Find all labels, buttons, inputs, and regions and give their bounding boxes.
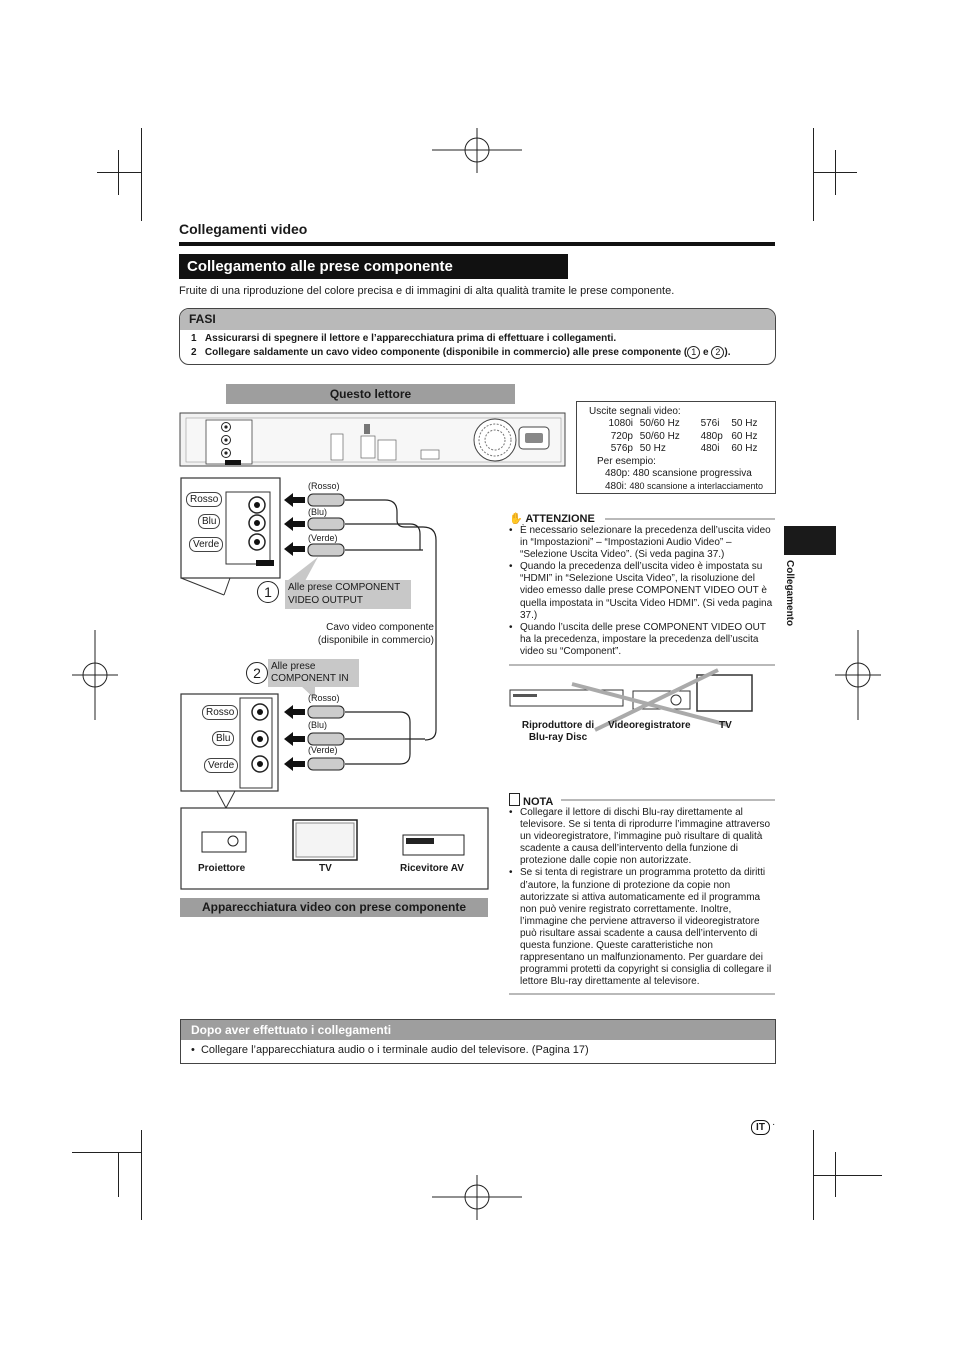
steps-header: FASI [180, 309, 775, 330]
intro-text: Fruite di una riproduzione del colore precisa e di immagini di alta qualità tramite le prese componente. [179, 285, 675, 297]
nota-header [509, 793, 553, 808]
player-rear-panel [180, 413, 565, 466]
chapter-label-text: Collegamento [784, 560, 795, 627]
device-label-tv: TV [319, 863, 332, 874]
after-connection-box [180, 1019, 776, 1064]
spec-example-text: 480 scansione a interlacciamento [629, 481, 764, 492]
step-text: e [700, 347, 712, 358]
spec-cell: 1080i [608, 418, 633, 430]
cable-description: Cavo video componente (disponibile in commercio) [317, 622, 434, 646]
step-circle-1: 1 [257, 581, 279, 603]
chain-label-player: Riproduttore di Blu-ray Disc [521, 720, 595, 743]
spec-cell: 576i [700, 418, 720, 430]
input-callout: Alle prese COMPONENT IN [268, 659, 359, 687]
color-tag-red: Rosso [202, 705, 238, 720]
plug-set-top [308, 494, 344, 556]
language-badge: IT [751, 1120, 770, 1135]
page-number: · [772, 1119, 776, 1130]
attenzione-list [509, 525, 775, 658]
list-item: • Se si tenta di registrare un programma protetto da diritti d’autore, la funzione di protezione da copie non autorizzate si attiva automaticamente ed il programma non può venire registrato correttamente. Inoltre, l’immagine che perviene attraverso il videoregistratore può risultare assai scadente a causa dell’intervento di questa funzione. Queste caratteristiche non rappresentano un malfunzionamento. Per guardare dei programmi protetti da copyright si consiglia di collegare il lettore Blu-ray direttamente al televisore. [509, 867, 777, 988]
list-item: • Quando l’uscita delle prese COMPONENT VIDEO OUT ha la precedenza, impostare la precedenza dell’uscita video su “Component”. [509, 622, 775, 658]
step-text: ). [724, 347, 731, 358]
spec-cell: 720p [610, 430, 633, 442]
spec-title: Uscite segnali video: [589, 406, 681, 417]
after-connection-text: Collegare l’apparecchiatura audio o i terminale audio del televisore. (Pagina 17) [200, 1044, 589, 1056]
chain-label-vcr: Videoregistratore [608, 720, 691, 731]
chain-label-tv: TV [719, 720, 732, 731]
cable-label-green: (Verde) [308, 533, 338, 543]
output-callout: Alle prese COMPONENT VIDEO OUTPUT [285, 580, 411, 609]
cable-label-red: (Rosso) [308, 693, 340, 703]
cable-label-blue: (Blu) [308, 720, 328, 730]
spec-cell: 60 Hz [731, 443, 758, 455]
attenzione-header [509, 512, 595, 525]
callout-pointer [287, 557, 318, 581]
step-text: Assicurarsi di spegnere il lettore e l’apparecchiatura prima di effettuare i collegamenti. [204, 333, 617, 344]
spec-cell: 50 Hz [639, 443, 666, 455]
nota-title: NOTA [523, 796, 554, 808]
spec-cell: 60 Hz [731, 430, 758, 442]
after-connection-item: • Collegare l’apparecchiatura audio o i terminale audio del televisore. (Pagina 17) [191, 1044, 589, 1056]
page-title: Collegamento alle prese componente [179, 254, 568, 279]
note-icon [509, 793, 520, 806]
hand-icon: ✋ [509, 513, 523, 525]
arrows [284, 493, 305, 771]
color-tag-red: Rosso [186, 492, 222, 507]
cable-label-red: (Rosso) [308, 481, 340, 491]
device-label-projector: Proiettore [198, 863, 246, 874]
after-connection-header: Dopo aver effettuato i collegamenti [181, 1020, 775, 1040]
circled-number-1: 1 [687, 346, 700, 359]
player-label: Questo lettore [226, 384, 515, 404]
color-tag-green: Verde [204, 758, 238, 773]
step-number: 2 [191, 347, 197, 358]
circled-number-2: 2 [711, 346, 724, 359]
equipment-label: Apparecchiatura video con prese componente [180, 898, 488, 917]
cable-label-green: (Verde) [308, 745, 338, 755]
color-tag-blue: Blu [198, 514, 220, 529]
equipment-box [181, 808, 488, 889]
list-item: • Collegare il lettore di dischi Blu-ray direttamente al televisore. Se si tenta di riprodurre l’immagine attraverso un videoregistratore, l’immagine può risultare di qualità scadente a causa dell’intervento della funzione di protezione dalle copie non autorizzate. [509, 807, 777, 867]
section-title: Collegamenti video [179, 221, 308, 237]
spec-example-label: Per esempio: [597, 455, 656, 467]
color-tag-green: Verde [189, 537, 223, 552]
spec-example-prefix: 480i: [605, 481, 630, 493]
spec-cell: 480p [700, 430, 723, 442]
plug-set-bottom [308, 706, 344, 770]
cable-label-blue: (Blu) [308, 507, 328, 517]
spec-cell: 480i [700, 443, 720, 455]
spec-cell: 50 Hz [731, 418, 758, 430]
spec-cell: 50/60 Hz [639, 430, 680, 442]
color-tag-blue: Blu [212, 731, 234, 746]
spec-cell: 50/60 Hz [639, 418, 680, 430]
list-item: • Quando la precedenza dell’uscita video è impostata su “HDMI” in “Selezione Uscita Video”, la risoluzione del video emesso dalle prese COMPONENT VIDEO OUT è quella impostata in “Uscita Video HDMI”. (Si veda pagina 37.) [509, 561, 775, 621]
device-label-av-receiver: Ricevitore AV [400, 863, 464, 874]
attenzione-title: ATTENZIONE [525, 513, 595, 525]
nota-list [509, 807, 777, 988]
step-circle-2: 2 [246, 662, 268, 684]
spec-example-1: 480p: 480 scansione progressiva [605, 468, 752, 480]
step-number: 1 [191, 333, 197, 344]
list-item: • È necessario selezionare la precedenza dell’uscita video in “Impostazioni” – “Impostazioni Audio Video” – “Selezione Uscita Video”. (Si veda pagina 37.) [509, 525, 775, 561]
step-text: Collegare saldamente un cavo video componente (disponibile in commercio) alle prese componente ( [204, 347, 688, 358]
spec-cell: 576p [610, 443, 633, 455]
